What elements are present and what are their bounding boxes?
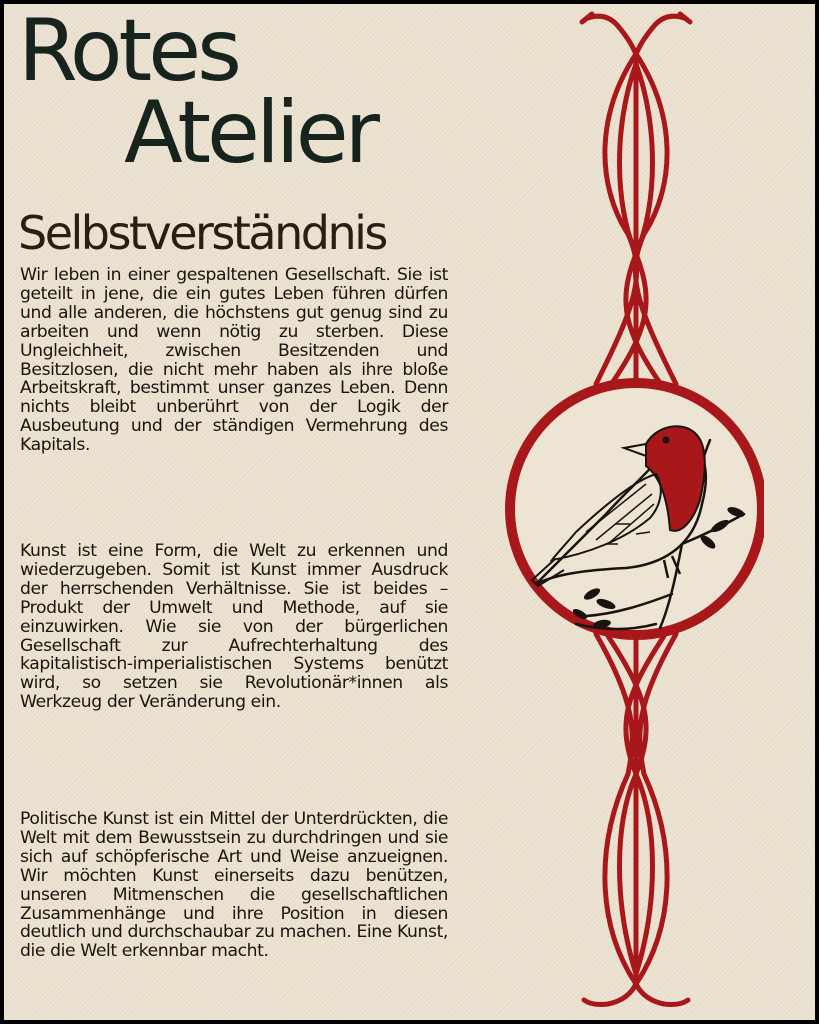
- vine-ornament-icon: [496, 4, 764, 1020]
- poster-page: [4, 4, 815, 1020]
- paragraph-political-art: Politische Kunst ist ein Mittel der Unterdrückten, die Welt mit dem Bewusstsein zu durchdringen und sie sich auf schöpferische Art und Weise anzueignen. Wir möchten Kunst einerseits dazu benützen, unseren Mitmenschen die gesellschaftlichen Zusammenhänge und ihre Position in diesen deutlich und durchschaubar zu machen. Eine Kunst, die die Welt erkennbar macht.: [20, 809, 448, 962]
- page-title: [18, 4, 377, 183]
- title-line-rotes: Rotes: [18, 4, 238, 101]
- section-heading: Selbstverständnis: [18, 206, 386, 260]
- title-line-atelier: Atelier: [124, 83, 377, 183]
- paragraph-art: Kunst ist eine Form, die Welt zu erkennen und wiederzugeben. Somit ist Kunst immer Ausdruck der herrschenden Verhältnisse. Sie ist beides – Produkt der Umwelt und Methode, auf sie einzuwirken. Wie sie von der bürgerlichen Gesellschaft zur Aufrechterhaltung des kapitalistisch-imperialistischen Systems benützt wird, so setzen sie Revolutionär*innen als Werkzeug der Veränderung ein.: [20, 541, 448, 713]
- paragraph-society: Wir leben in einer gespaltenen Gesellschaft. Sie ist geteilt in jene, die ein gutes Leben führen dürfen und alle anderen, die höchstens gut genug sind zu arbeiten und wenn nötig zu sterben. Diese Ungleichheit, zwischen Besitzenden und Besitzlosen, die nicht mehr haben als ihre bloße Arbeitskraft, bestimmt unser ganzes Leben. Denn nichts bleibt unberührt von der Logik der Ausbeutung und der ständigen Vermehrung des Kapitals.: [20, 265, 448, 456]
